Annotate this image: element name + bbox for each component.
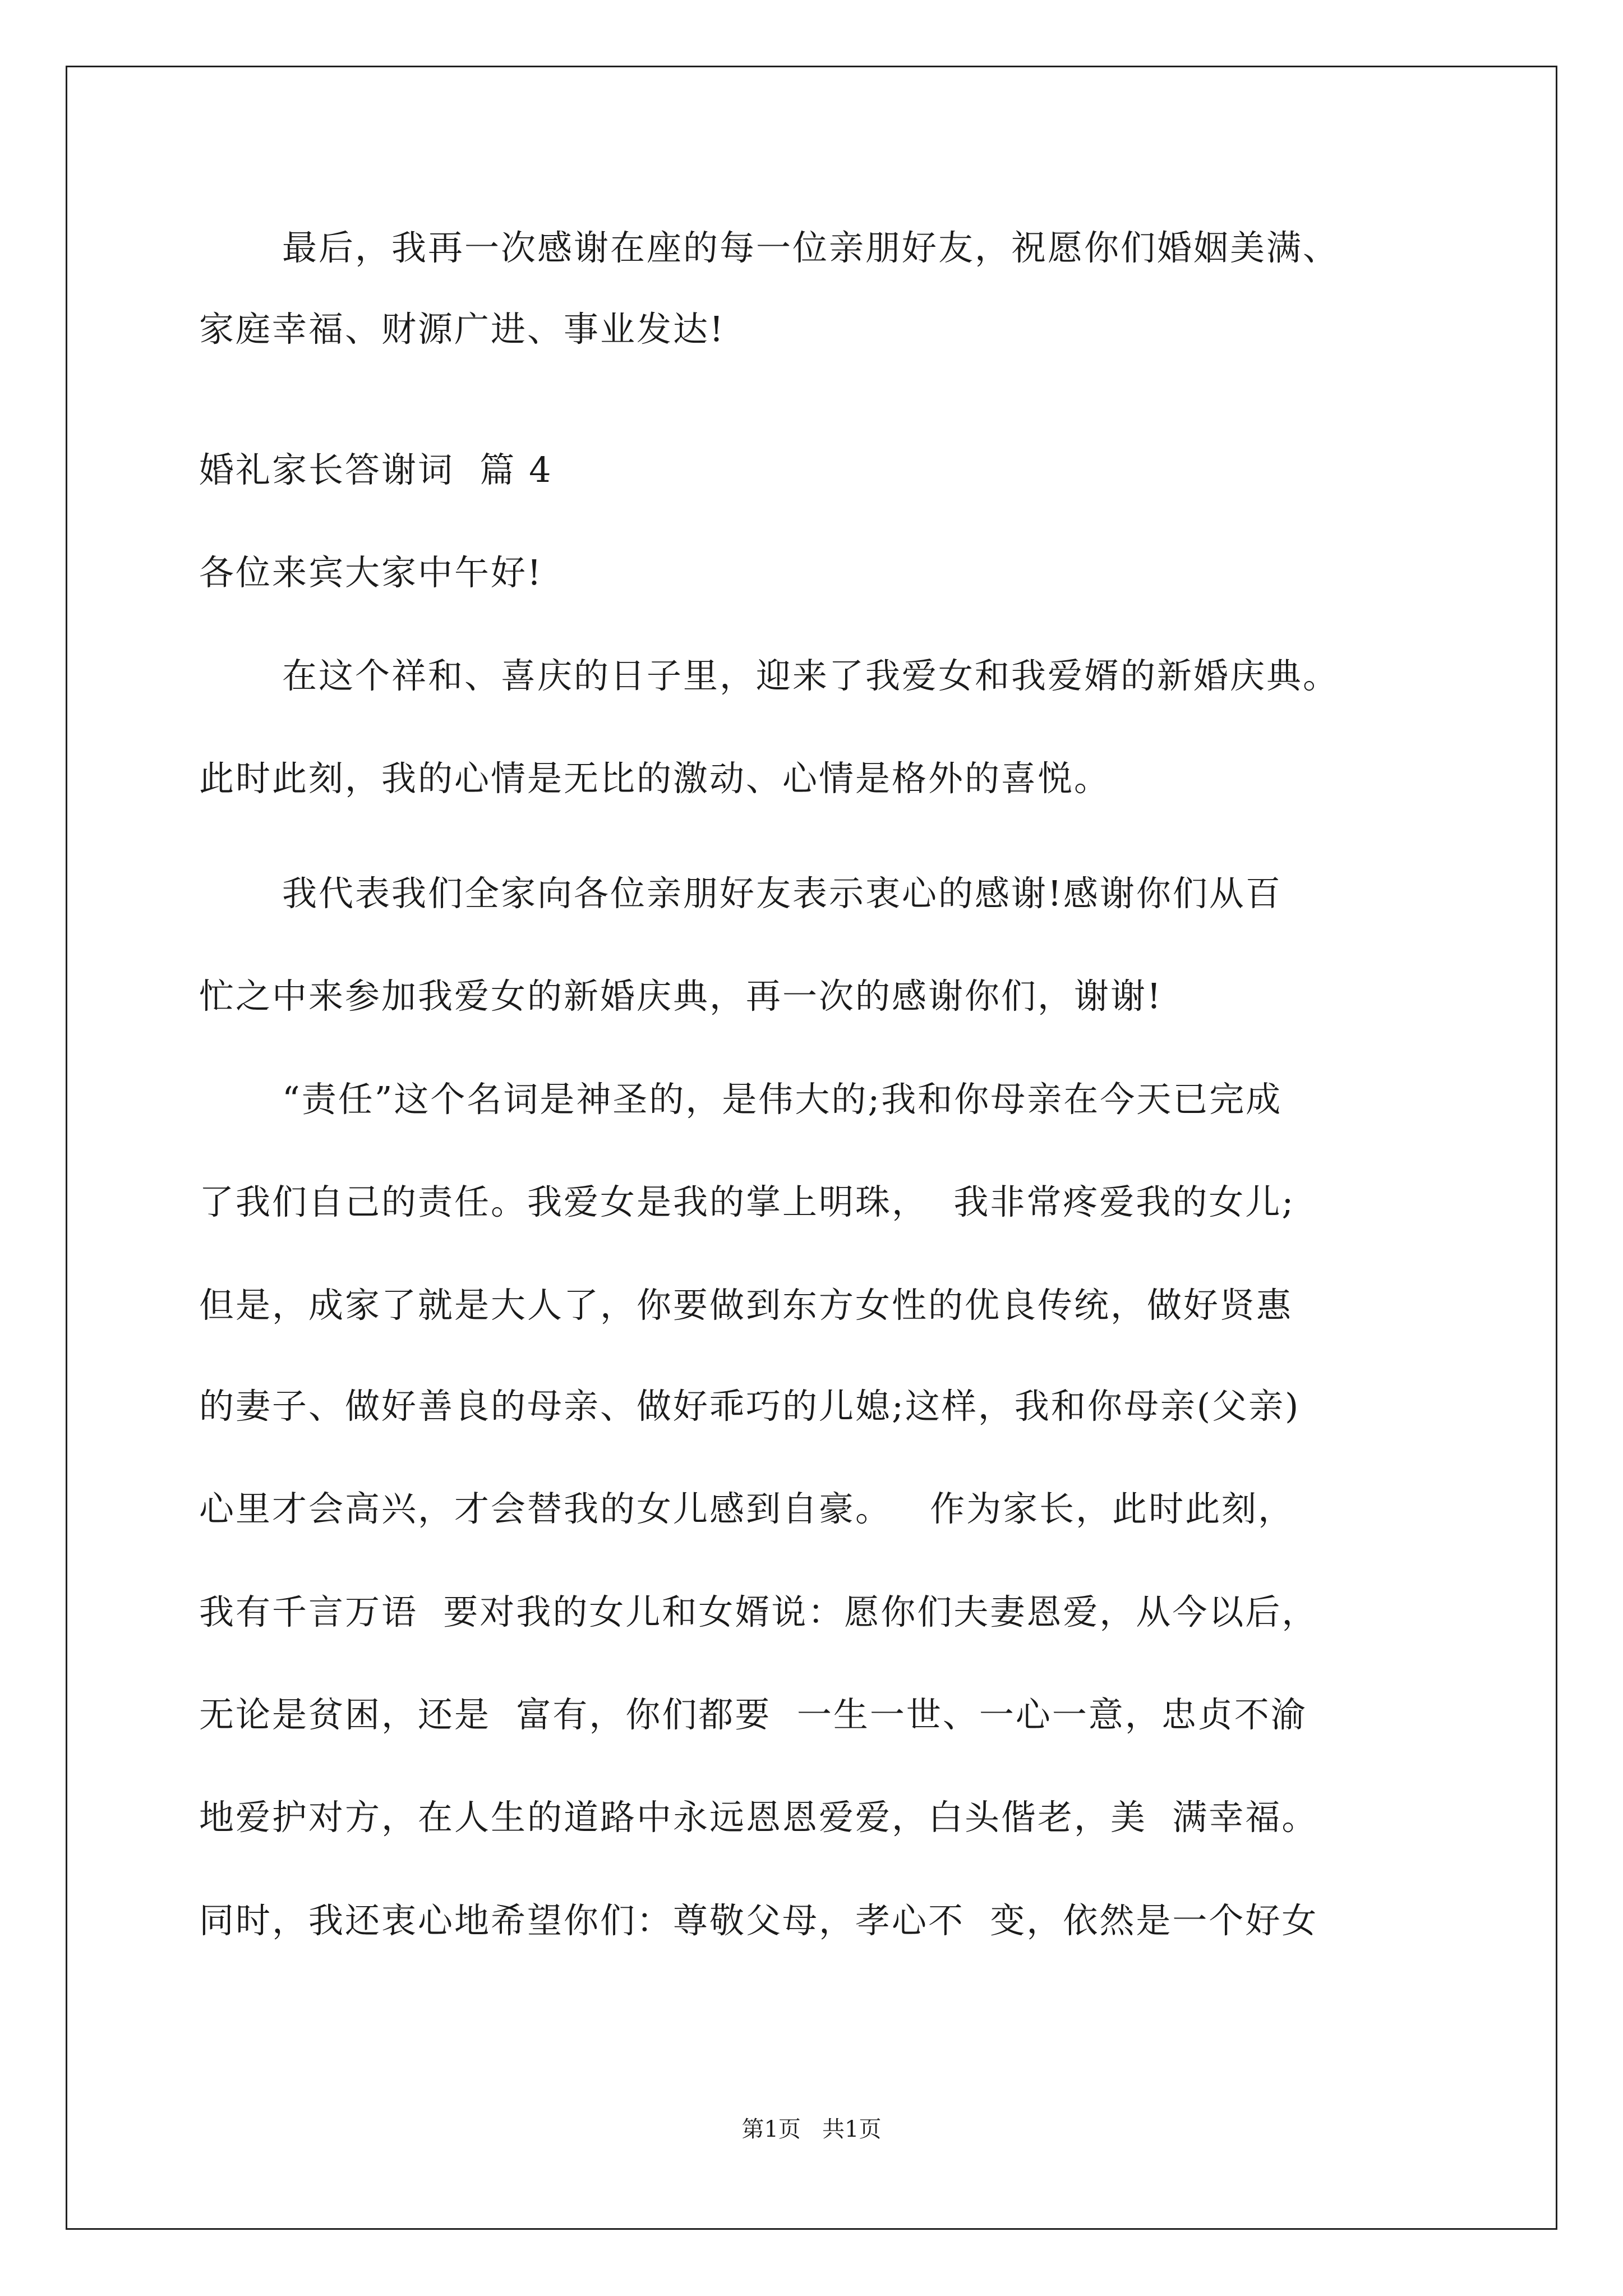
- salutation: 各位来宾大家中午好!: [199, 552, 543, 593]
- paragraph-line: 了我们自己的责任。我爱女是我的掌上明珠， 我非常疼爱我的女儿;: [199, 1181, 1295, 1222]
- paragraph-line: 忙之中来参加我爱女的新婚庆典，再一次的感谢你们，谢谢!: [199, 976, 1163, 1016]
- paragraph-line: 我有千言万语 要对我的女儿和女婿说：愿你们夫妻恩爱，从今以后，: [199, 1591, 1318, 1632]
- section-heading: 婚礼家长答谢词 篇 4: [199, 449, 553, 490]
- paragraph-line: 同时，我还衷心地希望你们：尊敬父母，孝心不 变，依然是一个好女: [199, 1900, 1318, 1941]
- paragraph-line: 地爱护对方，在人生的道路中永远恩恩爱爱，白头偕老，美 满幸福。: [199, 1797, 1318, 1838]
- paragraph-line: 无论是贫困，还是 富有，你们都要 一生一世、一心一意，忠贞不渝: [199, 1694, 1307, 1735]
- page-number-footer: 第1页 共1页: [741, 2116, 882, 2142]
- paragraph-line: 的妻子、做好善良的母亲、做好乖巧的儿媳;这样，我和你母亲(父亲): [199, 1386, 1301, 1427]
- paragraph-line: 但是，成家了就是大人了，你要做到东方女性的优良传统，做好贤惠: [199, 1285, 1293, 1326]
- paragraph-line: “责任”这个名词是神圣的，是伟大的;我和你母亲在今天已完成: [282, 1079, 1283, 1120]
- paragraph-line: 家庭幸福、财源广进、事业发达!: [199, 309, 725, 349]
- paragraph-line: 在这个祥和、喜庆的日子里，迎来了我爱女和我爱婿的新婚庆典。: [282, 655, 1340, 696]
- paragraph-line: 我代表我们全家向各位亲朋好友表示衷心的感谢!感谢你们从百: [282, 873, 1282, 914]
- paragraph-line: 最后，我再一次感谢在座的每一位亲朋好友，祝愿你们婚姻美满、: [282, 227, 1340, 268]
- paragraph-line: 此时此刻，我的心情是无比的激动、心情是格外的喜悦。: [199, 758, 1111, 799]
- paragraph-line: 心里才会高兴，才会替我的女儿感到自豪。 作为家长，此时此刻，: [199, 1488, 1295, 1529]
